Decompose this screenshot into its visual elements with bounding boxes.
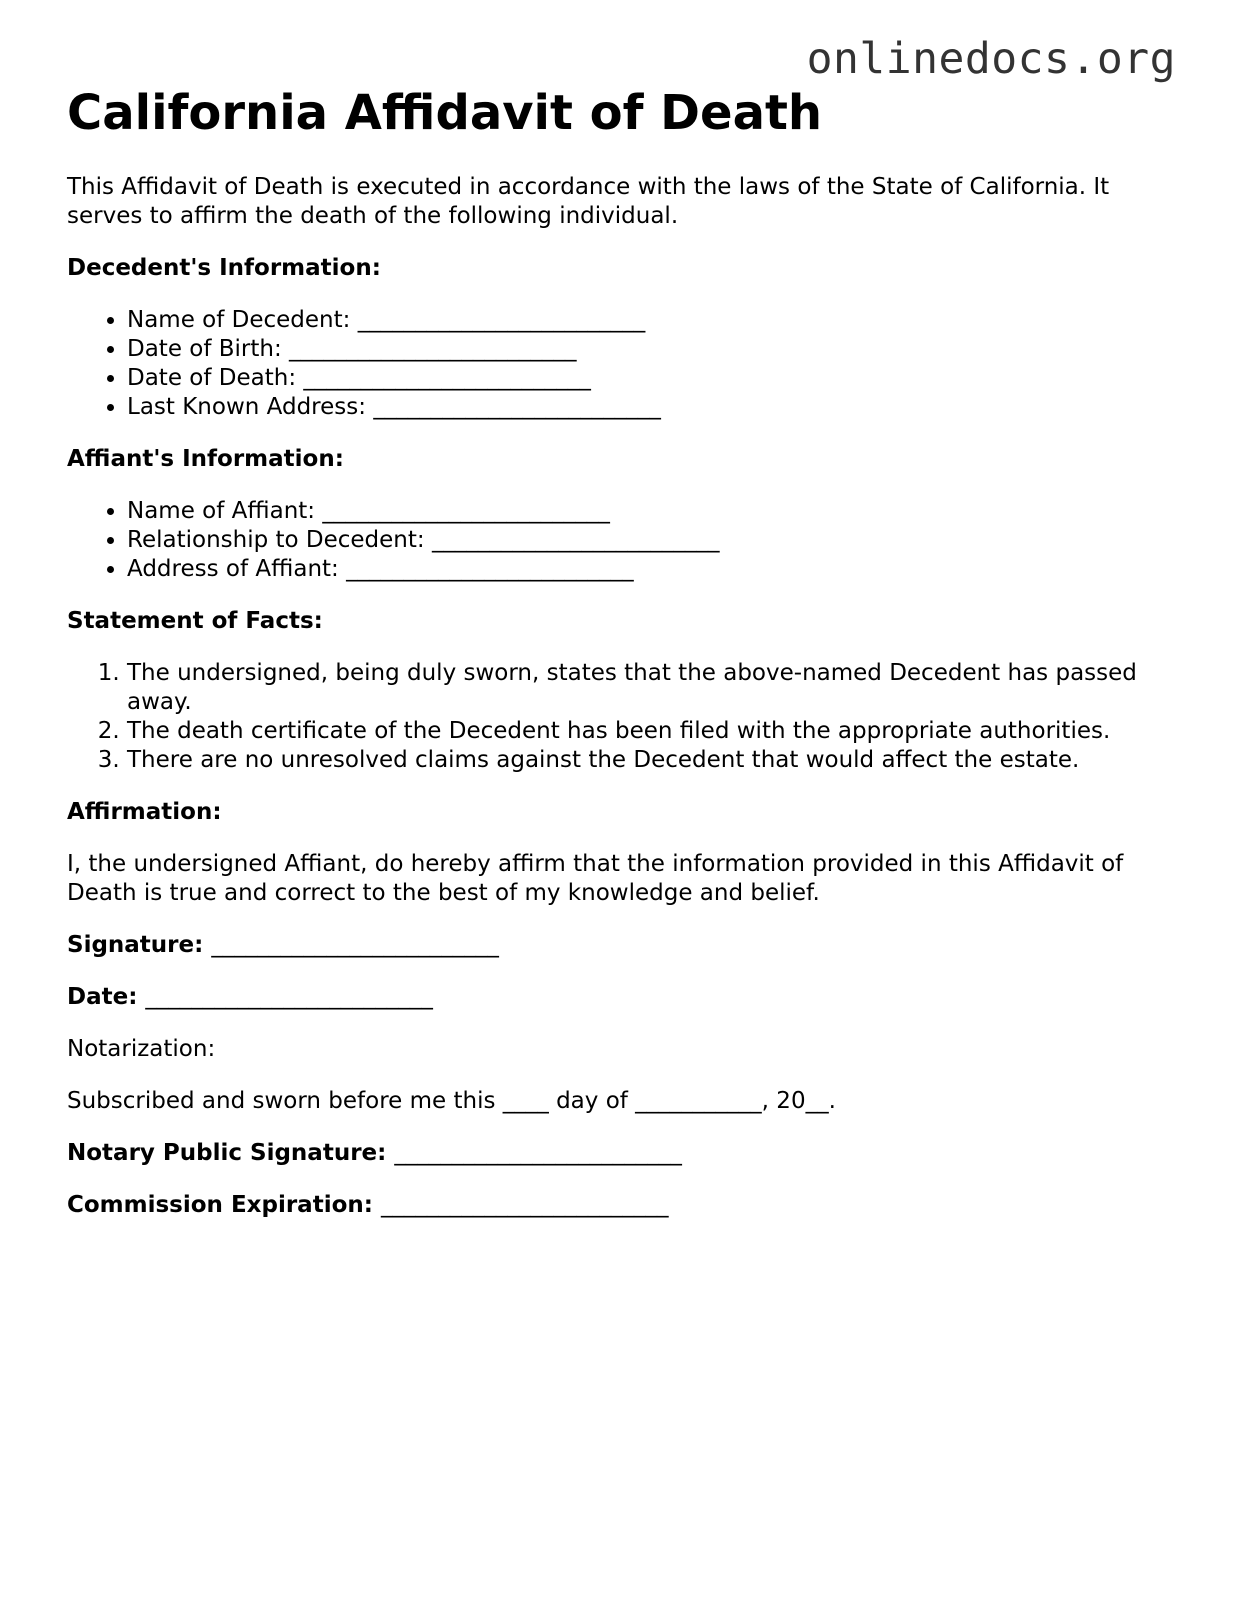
list-item: 2. The death certificate of the Decedent has been filed with the appropriate authorities.: [127, 717, 1167, 746]
sworn-statement: Subscribed and sworn before me this ____ day of ___________, 20__.: [67, 1088, 836, 1114]
affirmation-paragraph: I, the undersigned Affiant, do hereby affirm that the information provided in this Affidavit of Death is true and correct to the best of my knowledge and belief.: [67, 851, 1124, 906]
list-item: 1. The undersigned, being duly sworn, states that the above-named Decedent has passed away.: [127, 659, 1167, 717]
document-body: [67, 173, 1167, 1243]
list-item: 3. There are no unresolved claims against the Decedent that would affect the estate.: [127, 746, 1167, 775]
field-label: Name of Affiant:: [127, 498, 316, 524]
list-item: [127, 555, 1167, 584]
blank-line: _________________________: [211, 932, 499, 958]
affiant-list: [67, 497, 1167, 584]
blank-line: _________________________: [303, 365, 591, 391]
blank-line: _________________________: [373, 394, 661, 420]
list-item: [127, 526, 1167, 555]
date-label: Date:: [67, 984, 138, 1010]
list-item: [127, 393, 1167, 422]
watermark-logo: onlinedocs.org: [806, 34, 1176, 84]
notarization-heading: Notarization:: [67, 1036, 216, 1062]
facts-list: [67, 659, 1167, 775]
field-label: Date of Birth:: [127, 336, 282, 362]
blank-line: _________________________: [289, 336, 577, 362]
intro-paragraph: This Affidavit of Death is executed in accordance with the laws of the State of California. It serves to affirm the death of the following individual.: [67, 174, 1110, 229]
blank-line: _________________________: [322, 498, 610, 524]
signature-label: Signature:: [67, 932, 204, 958]
list-item: [127, 335, 1167, 364]
affiant-heading: Affiant's Information:: [67, 446, 344, 472]
list-item: [127, 364, 1167, 393]
blank-line: _________________________: [357, 307, 646, 333]
blank-line: _________________________: [145, 984, 433, 1010]
decedent-heading: Decedent's Information:: [67, 255, 381, 281]
blank-line: _________________________: [346, 556, 634, 582]
signature-line: [67, 931, 1167, 960]
commission-line: [67, 1191, 1167, 1220]
notary-signature-line: [67, 1139, 1167, 1168]
field-label: Address of Affiant:: [127, 556, 339, 582]
blank-line: _________________________: [380, 1192, 669, 1218]
field-label: Date of Death:: [127, 365, 297, 391]
affirmation-heading: Affirmation:: [67, 799, 222, 825]
page-title: California Affidavit of Death: [67, 85, 823, 141]
field-label: Name of Decedent:: [127, 307, 351, 333]
notary-signature-label: Notary Public Signature:: [67, 1140, 387, 1166]
list-item: [127, 497, 1167, 526]
blank-line: _________________________: [431, 527, 720, 553]
list-item: [127, 306, 1167, 335]
field-label: Last Known Address:: [127, 394, 366, 420]
blank-line: _________________________: [394, 1140, 682, 1166]
decedent-list: [67, 306, 1167, 422]
commission-label: Commission Expiration:: [67, 1192, 373, 1218]
field-label: Relationship to Decedent:: [127, 527, 425, 553]
date-line: [67, 983, 1167, 1012]
facts-heading: Statement of Facts:: [67, 608, 323, 634]
